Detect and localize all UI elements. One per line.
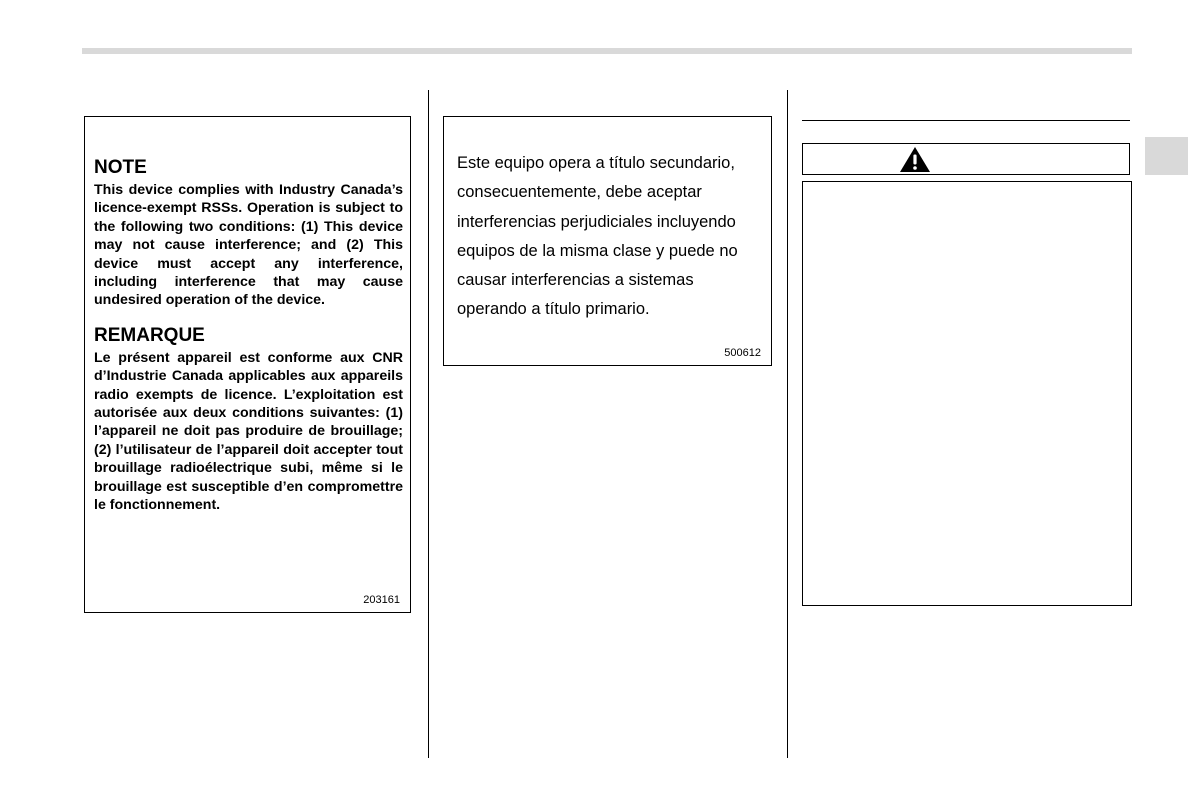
compliance-notice-box — [84, 116, 411, 613]
column-divider-left — [428, 90, 429, 758]
note-text: This device complies with Industry Canada’s licence-exempt RSSs. Operation is subject to the following two conditions: (1) This device may not cause interference; and (2) This device must accept any interference, including interference that may cause undesired operation of the device. — [94, 182, 403, 309]
spanish-notice-line: consecuentemente, debe aceptar — [457, 183, 702, 202]
header-rule — [82, 48, 1132, 54]
spanish-notice-line: equipos de la misma clase y puede no — [457, 241, 738, 260]
figure-code: 500612 — [724, 347, 761, 359]
column-divider-right — [787, 90, 788, 758]
compliance-notice-content — [94, 157, 403, 515]
section-tab — [1145, 137, 1188, 175]
spanish-notice-line: causar interferencias a sistemas — [457, 271, 694, 290]
section-rule — [802, 120, 1130, 121]
remarque-text: Le présent appareil est conforme aux CNR d’Industrie Canada applicables aux appareils radio exempts de licence. L’exploitation est autorisée aux deux conditions suivantes: (1) l’appareil ne doit pas produire de brouillage; (2) l’utilisateur de l’appareil doit accepter tout brouillage radioélectrique subi, même si le brouillage est susceptible d’en compromettre le fonctionnement. — [94, 349, 403, 514]
spanish-notice-line: Este equipo opera a título secundario, — [457, 154, 735, 172]
spanish-notice-text — [457, 149, 767, 325]
remarque-heading: REMARQUE — [94, 324, 205, 346]
figure-code: 203161 — [363, 594, 400, 606]
spanish-notice-line: interferencias perjudiciales incluyendo — [457, 212, 736, 231]
note-heading: NOTE — [94, 157, 147, 178]
spanish-notice-line: operando a título primario. — [457, 300, 650, 319]
warning-body-box — [802, 181, 1132, 606]
warning-triangle-icon — [899, 146, 931, 173]
warning-header-bar — [802, 143, 1130, 175]
spanish-notice-box — [443, 116, 772, 366]
